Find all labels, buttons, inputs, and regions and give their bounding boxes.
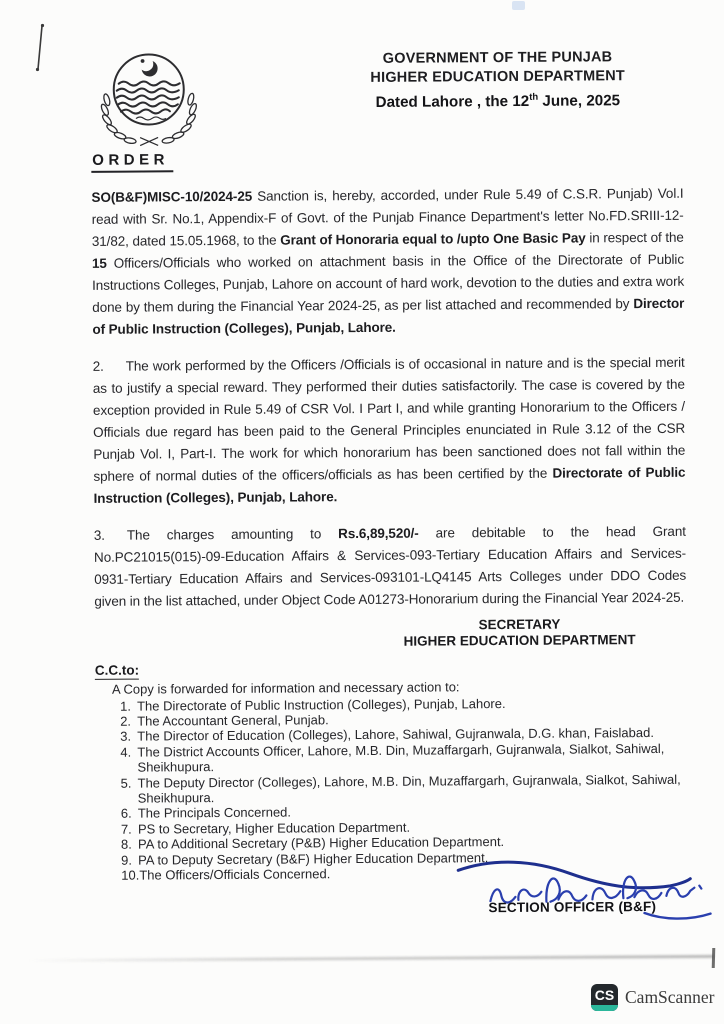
government-title: GOVERNMENT OF THE PUNJAB	[382, 49, 613, 67]
order-heading: ORDER	[91, 151, 173, 173]
signatory-department: HIGHER EDUCATION DEPARTMENT	[403, 631, 636, 649]
cc-item-text: PA to Deputy Secretary (B&F) Higher Education Department.	[138, 849, 489, 868]
paragraph-number: 3.	[93, 527, 105, 543]
cc-item-number: 2.	[120, 713, 132, 729]
cc-item-number: 9.	[121, 852, 133, 868]
text-segment: The charges amounting to	[126, 526, 339, 543]
camscanner-brand-name: CamScanner	[625, 987, 715, 1007]
star-icon	[141, 59, 145, 63]
text-segment: SO(B&F)MISC-10/2024-25	[91, 188, 253, 205]
cc-item-text: The Principals Concerned.	[137, 804, 292, 821]
cc-item-number: 8.	[120, 836, 132, 852]
cc-item-text: The District Accounts Officer, Lahore, M.B. Din, Muzaffargarh, Gujranwala, Sialkot, Sahiwal, Sheikhupura.	[137, 740, 665, 775]
text-segment: The work performed by the Officers /Officials is of occasional in nature and is the special merit as to justify a special reward. They performed their duties satisfactorily. The case is covered by the exception provided in Rule 5.49 of CSR Vol. I Part I, and while granting Honorarium to the Officers / Officials due regard has been paid to the General Principles enunciated in Rule 3.12 of the CSR Punjab Vol. I, Part-I. The work for which honorarium has been sanctioned does not fall within the sphere of normal duties of the officers/officials as has been certified by the	[92, 354, 686, 484]
date-prefix: Dated Lahore , the 12	[375, 92, 530, 111]
text-segment: Grant of Honoraria equal to /upto One Basic Pay	[280, 230, 586, 248]
text-segment: in respect of the	[585, 229, 684, 246]
dateline	[350, 87, 646, 113]
cc-item-text: The Deputy Director (Colleges), Lahore, M.B. Din, Muzaffargarh, Gujranwala, Sialkot, Sahiwal, Sheikhupura.	[137, 771, 681, 806]
cc-intro: A Copy is forwarded for information and necessary action to:	[111, 679, 460, 697]
cc-item-number: 1.	[120, 698, 131, 714]
cc-item-text: PA to Additional Secretary (P&B) Higher Education Department.	[137, 834, 505, 852]
cc-item-number: 6.	[120, 805, 132, 822]
text-segment: Sanction is, hereby, accorded, under Rule 5.49 of C.S.R. Punjab) Vol.I read with Sr. No.1, Appendix-F of Govt. of the Punjab Finance Department's letter No.FD.SRIII-12-31/82, dated 15.05.1968, to the	[91, 185, 684, 249]
cc-item-text: The Officers/Officials Concerned.	[139, 866, 331, 883]
scan-edge-mark	[712, 948, 715, 968]
cc-item-text: The Director of Education (Colleges), Lahore, Sahiwal, Gujranwala, D.G. khan, Faislabad.	[137, 725, 654, 744]
document-body	[91, 148, 688, 929]
order-paragraph-2	[93, 352, 686, 510]
order-paragraph-1	[91, 183, 684, 341]
cc-item-number: 4.	[120, 744, 132, 760]
date-suffix: June, 2025	[538, 92, 621, 110]
cc-item-number: 7.	[120, 821, 132, 837]
cc-item-text: The Accountant General, Punjab.	[137, 712, 329, 729]
text-segment: are debitable to the head Grant No.PC21015(015)-09-Education Affairs & Services-093-Tertiary Education Affairs and Services-0931-Tertiary Education Affairs and Services-093101-LQ4145 Arts Colleges under DDO Codes given in the list attached, under Object Code A01273-Honorarium during the Financial Year 2024-25.	[93, 523, 687, 609]
cc-heading: C.C.to:	[94, 662, 140, 678]
cc-item	[121, 771, 686, 806]
cc-item-text: PS to Secretary, Higher Education Department.	[137, 819, 411, 837]
punjab-government-emblem-icon	[89, 47, 208, 148]
cc-item-text: The Directorate of Public Instruction (Colleges), Punjab, Lahore.	[137, 695, 506, 714]
cc-item-number: 3.	[120, 728, 132, 745]
cc-section	[95, 658, 689, 884]
department-title: HIGHER EDUCATION DEPARTMENT	[370, 67, 626, 86]
cc-item-number: 10.	[121, 867, 140, 883]
stray-pen-mark	[34, 23, 46, 75]
camscanner-icon-teal-band	[591, 1005, 618, 1011]
cc-item-number: 5.	[120, 775, 132, 791]
text-segment: Rs.6,89,520/-	[338, 525, 419, 542]
five-rivers-waves	[117, 81, 180, 113]
signatory-title: SECRETARY	[478, 616, 561, 633]
text-segment: Director of Public Instruction (Colleges), Punjab, Lahore.	[92, 295, 685, 337]
urdu-script-scribble	[136, 117, 166, 120]
signature-block	[418, 853, 720, 927]
handwritten-signature	[418, 853, 720, 927]
order-paragraph-3	[94, 521, 687, 613]
camscanner-watermark	[591, 984, 714, 1011]
text-segment: Officers/Officials who worked on attachment basis in the Office of the Directorate of Public Instructions Colleges, Punjab, Lahore on account of hard work, devotion to the duties and extra work done by them during the Financial Year 2024-25, as per list attached and recommended by	[92, 251, 685, 315]
text-segment: Directorate of Public Instruction (Colleges), Punjab, Lahore.	[93, 464, 686, 506]
signatory-block	[369, 616, 669, 649]
letterhead	[349, 48, 645, 113]
camscanner-icon-initials: CS	[594, 987, 615, 1003]
paragraph-number: 2.	[92, 358, 104, 374]
date-ordinal-suffix: th	[529, 91, 539, 103]
camscanner-icon	[591, 984, 618, 1011]
scan-smudge	[512, 1, 525, 10]
text-segment: 15	[91, 255, 107, 271]
cc-item	[120, 740, 685, 775]
section-officer-title: SECTION OFFICER (B&F)	[488, 899, 657, 916]
